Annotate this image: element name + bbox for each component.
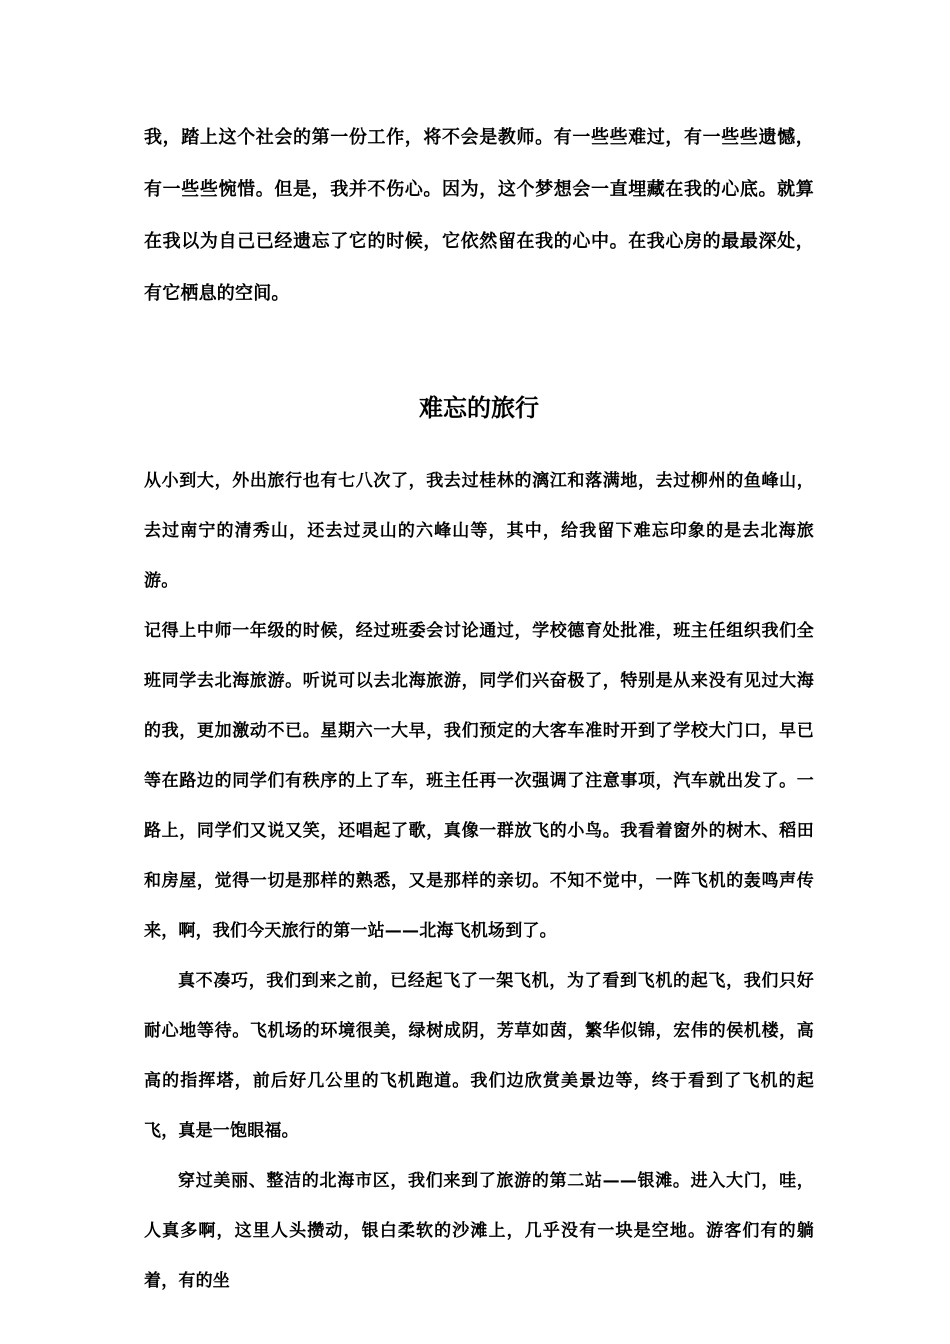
article-paragraph-4: 穿过美丽、整洁的北海市区，我们来到了旅游的第二站——银滩。进入大门，哇，人真多啊，这里人头攒动，银白柔软的沙滩上，几乎没有一块是空地。游客们有的躺着，有的坐 — [144, 1171, 814, 1291]
article-paragraph-1: 从小到大，外出旅行也有七八次了，我去过桂林的漓江和落满地，去过柳州的鱼峰山，去过南宁的清秀山，还去过灵山的六峰山等，其中，给我留下难忘印象的是去北海旅游。 — [144, 471, 814, 591]
article-paragraph-2: 记得上中师一年级的时候，经过班委会讨论通过，学校德育处批准，班主任组织我们全班同学去北海旅游。听说可以去北海旅游，同学们兴奋极了，特别是从来没有见过大海的我，更加激动不已。星期六一大早，我们预定的大客车准时开到了学校大门口，早已等在路边的同学们有秩序的上了车，班主任再一次强调了注意事项，汽车就出发了。一路上，同学们又说又笑，还唱起了歌，真像一群放飞的小鸟。我看着窗外的树木、稻田和房屋，觉得一切是那样的熟悉，又是那样的亲切。不知不觉中，一阵飞机的轰鸣声传来，啊，我们今天旅行的第一站——北海飞机场到了。 — [144, 621, 814, 941]
article-paragraph-3: 真不凑巧，我们到来之前，已经起飞了一架飞机，为了看到飞机的起飞，我们只好耐心地等待。飞机场的环境很美，绿树成阴，芳草如茵，繁华似锦，宏伟的侯机楼，高高的指挥塔，前后好几公里的飞机跑道。我们边欣赏美景边等，终于看到了飞机的起飞，真是一饱眼福。 — [144, 971, 814, 1141]
intro-paragraph: 我，踏上这个社会的第一份工作，将不会是教师。有一些些难过，有一些些遗憾，有一些些惋惜。但是，我并不伤心。因为，这个梦想会一直埋藏在我的心底。就算在我以为自己已经遗忘了它的时候，它依然留在我的心中。在我心房的最最深处，有它栖息的空间。 — [144, 127, 814, 304]
article-title: 难忘的旅行 — [419, 394, 539, 422]
document-page — [144, 112, 814, 1306]
